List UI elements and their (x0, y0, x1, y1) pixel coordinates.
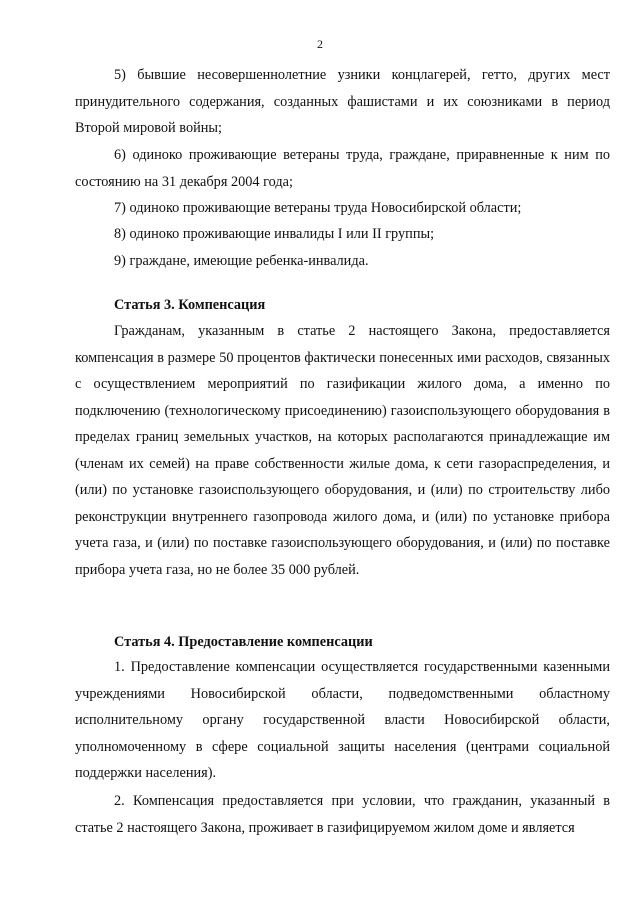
list-item-6: 6) одиноко проживающие ветераны труда, граждане, приравненные к ним по состоянию на 31 декабря 2004 года; (75, 147, 610, 190)
article-3-text: Гражданам, указанным в статье 2 настоящего Закона, предоставляется компенсация в размере 50 процентов фактически понесенных ими расходов, связанных с осуществлением мероприятий по газификации жилого дома, а именно по подключению (технологическому присоединению) газоиспользующего оборудования в пределах границ земельных участков, на которых располагаются принадлежащие им (членам их семей) на праве собственности жилые дома, к сети газораспределения, и (или) по установке газоиспользующего оборудования, и (или) по строительству либо реконструкции внутреннего газопровода жилого дома, и (или) по установке прибора учета газа, и (или) по поставке газоиспользующего оборудования, и (или) по поставке прибора учета газа, но не более 35 000 рублей. (75, 323, 610, 578)
article-4-paragraph-2: 2. Компенсация предоставляется при условии, что гражданин, указанный в статье 2 настоящего Закона, проживает в газифицируемом жилом доме и является (75, 793, 610, 836)
article-3-heading: Статья 3. Компенсация (114, 297, 266, 313)
list-item-5: 5) бывшие несовершеннолетние узники концлагерей, гетто, других мест принудительного содержания, созданных фашистами и их союзниками в период Второй мировой войны; (75, 67, 610, 136)
page-number: 2 (317, 37, 323, 51)
list-item-9: 9) граждане, имеющие ребенка-инвалида. (114, 253, 369, 269)
article-4-heading: Статья 4. Предоставление компенсации (114, 634, 373, 650)
list-item-8: 8) одиноко проживающие инвалиды I или II группы; (114, 226, 435, 242)
list-item-7: 7) одиноко проживающие ветераны труда Новосибирской области; (114, 200, 522, 216)
article-4-paragraph-1: 1. Предоставление компенсации осуществляется государственными казенными учреждениями Новосибирской области, подведомственными областному исполнительному органу государственной власти Новосибирской области, уполномоченному в сфере социальной защиты населения (центрами социальной поддержки населения). (75, 659, 610, 781)
